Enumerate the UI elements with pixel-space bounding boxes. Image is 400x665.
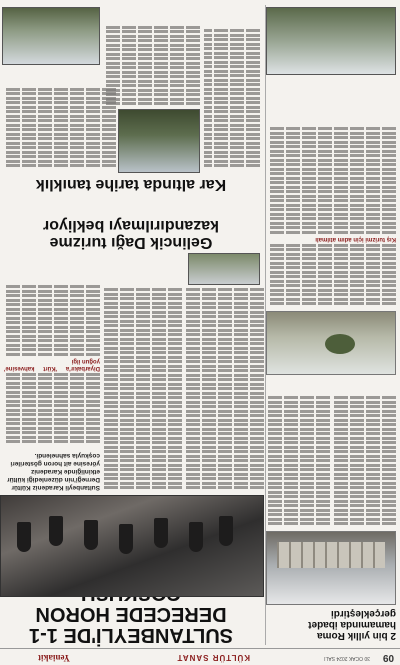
main-headline: SULTANBEYLİ'DE 1-1 DERECEDE HORON [28,603,234,646]
mid-small-photo [188,253,260,285]
left-body-lower [268,81,396,307]
section-title: KÜLTÜR SANAT [176,653,250,662]
main-body-col-3 [4,255,100,445]
mid-subhead: Kar altında tarihe tanıklık [35,176,227,193]
left-body-col-2 [268,379,330,527]
left-body-col-1 [334,379,396,527]
mid-body-col-3 [4,69,116,169]
left-photo [266,531,396,605]
mid-headline: Gelincik Dağı turizme kazandırılmayı bekliyor [42,217,220,251]
pull-quote-1: Diyarbakır'a 'Kürt kahvesine' yoğun ilgi [4,358,100,372]
mid-photo [118,109,200,173]
main-body-col-1 [186,255,264,491]
left-photo-2 [266,311,396,375]
left-headline: 2 bin yıllık Roma hamamında ibadet gerçekleştirdi [308,608,396,641]
mid-bottom-photo [2,7,100,65]
main-body-col-2 [104,255,182,491]
pull-quote-2: Kış turizmi için adım atılmalı [315,236,396,243]
main-photo [0,495,264,597]
column-divider [265,5,266,645]
left-bottom-photo [266,7,396,75]
main-deck: Sultanbeyli Karadeniz Kültür Derneği'nin düzenlediği kültür etkinliğinde Karadeniz yöresine ait horon gösterileri coşkuyla sahnelendi. [7,452,100,491]
mid-body-col-2 [104,9,200,107]
page-date: 30 OCAK 2024 SALI [324,655,370,661]
page-number: 09 [382,652,394,663]
newspaper-logo: Yeniakit [37,653,70,663]
mid-body-col-1 [204,9,260,169]
